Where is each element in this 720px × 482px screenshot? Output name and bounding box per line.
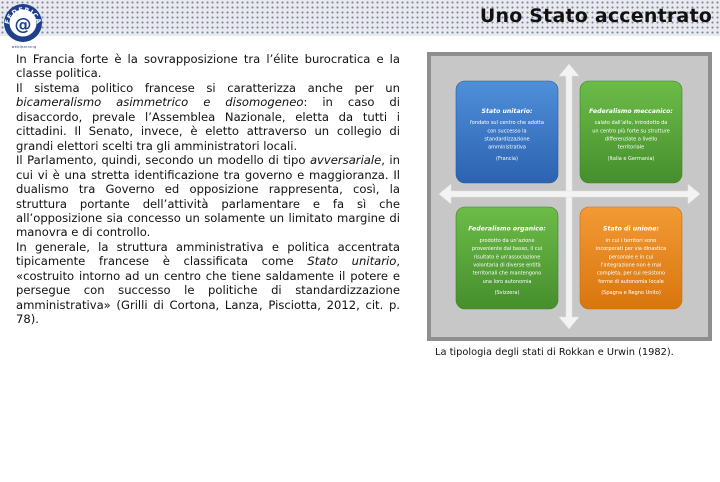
stato-unitario-text-line: fondato sul centro che adotta bbox=[469, 120, 545, 127]
federalismo-organico-text-line: risultato è un’associazione bbox=[473, 254, 541, 261]
stato-unitario-text-line: con successo la bbox=[487, 128, 527, 135]
federalismo-organico-text-line: una loro autonomia bbox=[482, 278, 532, 285]
stato-di-unione-title: Stato di unione: bbox=[603, 225, 659, 233]
emphasis-avversariale: avversariale bbox=[309, 153, 382, 168]
federalismo-organico-text-line: prodotto da un’azione bbox=[479, 237, 535, 244]
federalismo-organico-title: Federalismo organico: bbox=[468, 225, 546, 233]
stato-di-unione-text-line: forme di autonomia locale bbox=[598, 278, 664, 285]
stato-unitario-example: (Francia) bbox=[496, 155, 518, 162]
federalismo-organico-text-line: territoriali che mantengono bbox=[472, 270, 542, 277]
stato-unitario-title: Stato unitario: bbox=[481, 107, 533, 115]
stato-di-unione-text-line: personale e in cui bbox=[608, 254, 654, 261]
typology-figure bbox=[427, 52, 712, 341]
emphasis-stato-unitario: Stato unitario bbox=[307, 254, 397, 269]
federalismo-organico-text-line: volontaria di diverse entità bbox=[473, 262, 541, 269]
federica-logo bbox=[2, 2, 44, 44]
stato-di-unione-text-line: completa, per cui resistono bbox=[596, 270, 666, 277]
page-title: Uno Stato accentrato bbox=[479, 5, 712, 27]
federalismo-meccanico-title: Federalismo meccanico: bbox=[589, 107, 673, 115]
stato-di-unione-text-line: l’integrazione non è mai bbox=[600, 262, 662, 269]
emphasis-bicameralismo: bicameralismo asimmetrico e disomogeneo bbox=[16, 95, 304, 110]
logo-caption: weblearning bbox=[11, 45, 37, 49]
typology-diagram bbox=[431, 56, 708, 337]
stato-di-unione-example: (Spagna e Regno Unito) bbox=[601, 290, 661, 297]
federalismo-organico-text-line: proveniente dal basso, il cui bbox=[471, 246, 543, 253]
federalismo-meccanico-example: (Italia e Germania) bbox=[607, 155, 655, 162]
stato-di-unione-text-line: in cui i territori sono bbox=[605, 237, 657, 244]
federalismo-meccanico-text-line: calato dall’alto, introdotto da bbox=[594, 120, 668, 127]
paragraph-4: In generale, la struttura amministrativa e politica accentrata tipicamente francese è classificata come Stato unitario, «costruito intorno ad un centro che tiene saldamente il potere e persegue con successo le politiche di standardizzazione amministrativa» (Grilli di Cortona, Lanza, Pisciotta, 2012, cit. p. 78). bbox=[16, 239, 400, 327]
logo-letters: FEDERICA bbox=[3, 5, 43, 26]
federalismo-organico-example: (Svizzera) bbox=[494, 290, 520, 297]
paragraph-2: Il sistema politico francese si caratterizza anche per un bicameralismo asimmetrico e disomogeneo: in caso di disaccordo, prevale l’Assemblea Nazionale, eletta da tutti i cittadini. Il Senato, invece, è eletto attraverso un collegio di grandi elettori scelti tra gli amministratori locali. bbox=[16, 80, 400, 153]
stato-unitario-text-line: amministrativa bbox=[488, 144, 526, 151]
paragraph-1: In Francia forte è la sovrapposizione tra l’élite burocratica e la classe politica. bbox=[16, 52, 400, 81]
stato-unitario-text-line: standardizzazione bbox=[484, 136, 530, 143]
figure-caption: La tipologia degli stati di Rokkan e Urwin (1982). bbox=[435, 347, 674, 358]
logo-mark: @ bbox=[14, 15, 32, 35]
federalismo-meccanico-text-line: un centro più forte su strutture bbox=[592, 128, 670, 135]
body-text bbox=[16, 52, 400, 327]
paragraph-3: Il Parlamento, quindi, secondo un modello di tipo avversariale, in cui vi è una stretta identificazione tra governo e maggioranza. Il dualismo tra Governo ed opposizione rappresenta, così, la struttura portante dell’attività parlamentare e fa sì che all’opposizione sia concesso un solamente un limitato margine di manovra e di controllo. bbox=[16, 153, 400, 240]
federalismo-meccanico-text-line: differenziate a livello bbox=[604, 136, 658, 143]
stato-di-unione-text-line: incorporati per via dinastica bbox=[595, 246, 667, 253]
federalismo-meccanico-text-line: territoriale bbox=[617, 144, 645, 151]
